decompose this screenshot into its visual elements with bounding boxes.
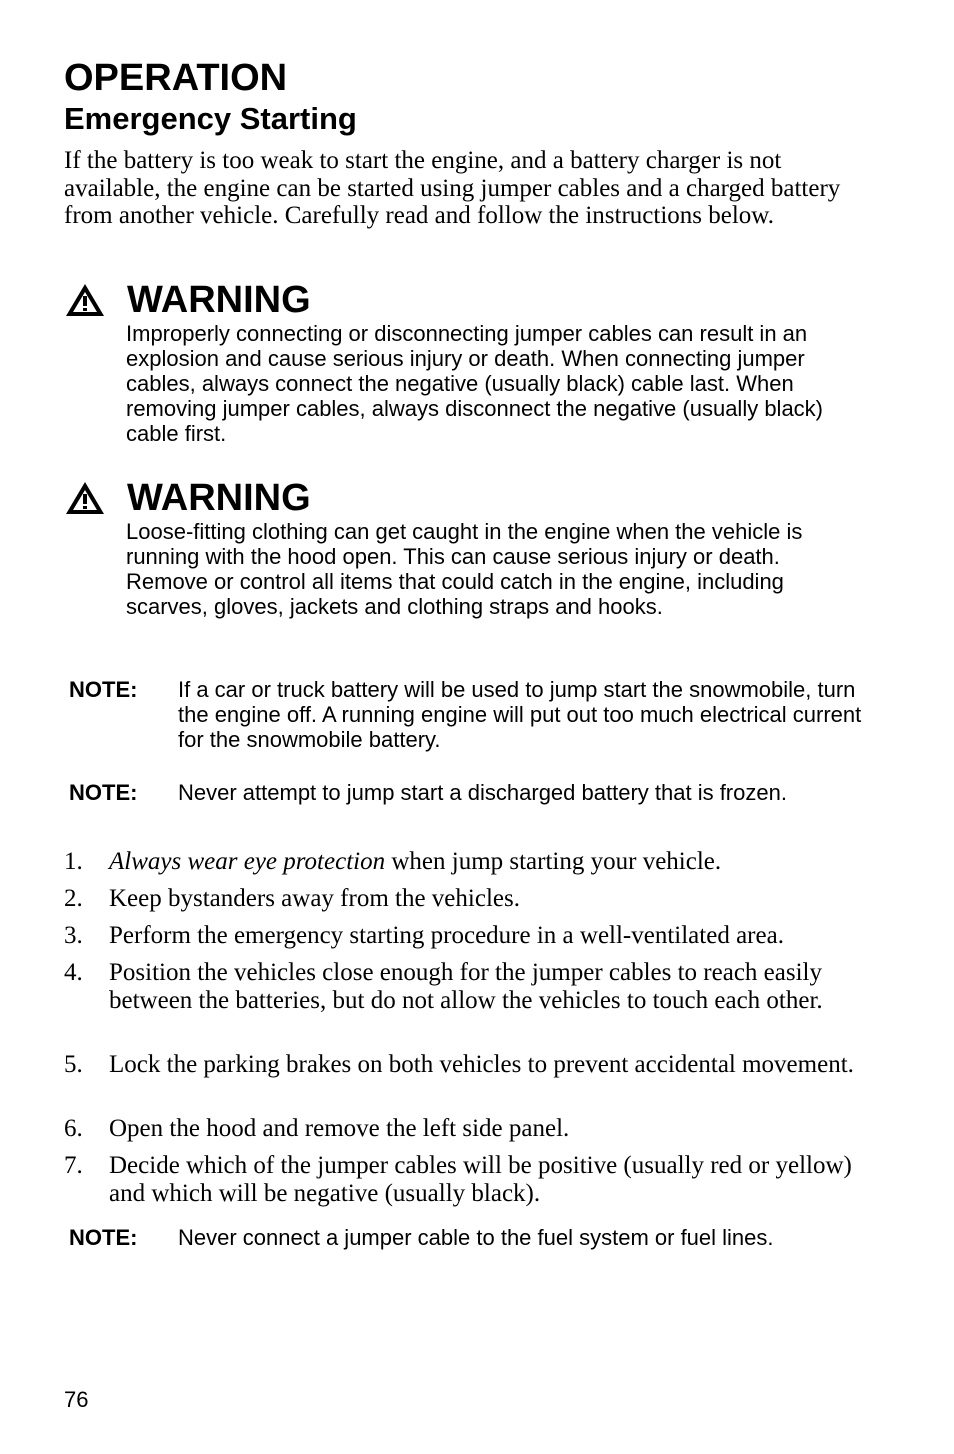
step-text: Lock the parking brakes on both vehicles to prevent accidental movement.	[109, 1051, 854, 1078]
warning-block	[64, 474, 864, 619]
warning-text: Loose-fitting clothing can get caught in the engine when the vehicle is running with the hood open. This can cause serious injury or death. Remove or control all items that could catch in the engine, including scarves, gloves, jackets and clothing straps and hooks.	[126, 519, 803, 619]
step-emphasis: Always wear eye protection	[109, 848, 386, 875]
subsection-title: Emergency Starting	[64, 101, 357, 136]
warning-triangle-icon	[64, 480, 106, 516]
step-text	[109, 848, 874, 876]
step-number: 5.	[64, 1051, 83, 1078]
step-text: Keep bystanders away from the vehicles.	[109, 885, 520, 912]
step-number: 6.	[64, 1115, 83, 1142]
step-number: 4.	[64, 959, 83, 986]
warning-label: WARNING	[127, 477, 311, 519]
section-title: OPERATION	[64, 57, 288, 99]
step-text-rest: when jump starting your vehicle.	[385, 848, 722, 875]
step-number: 2.	[64, 885, 83, 912]
step-number: 7.	[64, 1152, 83, 1179]
note-label: NOTE:	[69, 780, 138, 805]
step-text: Position the vehicles close enough for the jumper cables to reach easily between the batteries, but do not allow the vehicles to touch each other.	[109, 959, 823, 1014]
warning-label: WARNING	[127, 279, 311, 321]
note-label: NOTE:	[69, 677, 138, 702]
warning-text: Improperly connecting or disconnecting jumper cables can result in an explosion and cause serious injury or death. When connecting jumper cables, always connect the negative (usually black) cable last. When removing jumper cables, always disconnect the negative (usually black) cable first.	[126, 321, 824, 446]
note-text: If a car or truck battery will be used to jump start the snowmobile, turn the engine off. A running engine will put out too much electrical current for the snowmobile battery.	[178, 677, 862, 752]
warning-triangle-icon	[64, 282, 106, 318]
step-text: Decide which of the jumper cables will be positive (usually red or yellow) and which will be negative (usually black).	[109, 1152, 852, 1207]
note-text: Never connect a jumper cable to the fuel system or fuel lines.	[178, 1225, 774, 1250]
note-label: NOTE:	[69, 1225, 138, 1250]
intro-paragraph: If the battery is too weak to start the engine, and a battery charger is not available, the engine can be started using jumper cables and a charged battery from another vehicle. Carefully read and follow the instructions below.	[64, 147, 841, 229]
note-text: Never attempt to jump start a discharged battery that is frozen.	[178, 780, 787, 805]
step-text: Open the hood and remove the left side panel.	[109, 1115, 570, 1142]
step-text: Perform the emergency starting procedure in a well-ventilated area.	[109, 922, 784, 949]
step-number: 1.	[64, 848, 83, 875]
warning-block	[64, 276, 864, 446]
page-number: 76	[64, 1387, 89, 1412]
step-number: 3.	[64, 922, 83, 949]
